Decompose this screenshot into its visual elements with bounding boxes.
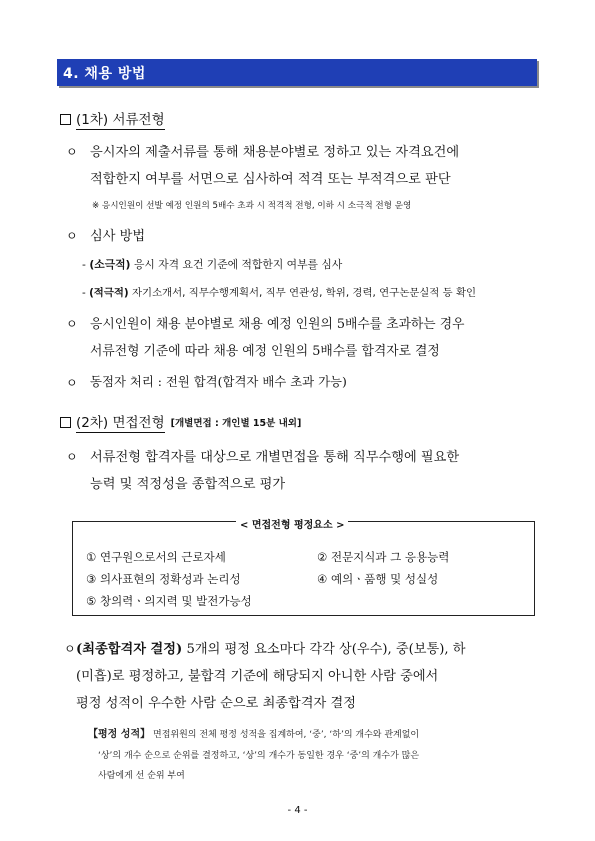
sub-item-text: 자기소개서, 직무수행계획서, 직무 연관성, 학위, 경력, 연구논문실적 등 확인 <box>132 287 477 299</box>
checkbox-icon <box>60 417 71 428</box>
final-label: (최종합격자 결정) <box>76 642 183 657</box>
criteria-item: ② 전문지식과 그 응용능력 <box>317 550 450 564</box>
sub-item: - (적극적) 자기소개서, 직무수행계획서, 직무 연관성, 학위, 경력, 연구논문실적 등 확인 <box>82 287 477 299</box>
score-note-label: 【평정 성적】 <box>88 729 151 740</box>
paragraph-line: 서류전형 합격자를 대상으로 개별면접을 통해 직무수행에 필요한 <box>90 450 460 465</box>
score-note-line: ‘상’의 개수 순으로 순위를 결정하고, ‘상’의 개수가 동일한 경우 ‘중’의 개수가 많은 <box>98 751 420 761</box>
section2-title-text: (2차) 면접전형 <box>76 411 165 433</box>
bullet-icon: ㅇ <box>66 229 78 243</box>
section2-title <box>60 411 301 433</box>
sub-item-text: 응시 자격 요건 기준에 적합한지 여부를 심사 <box>133 258 343 271</box>
sub-item-label: (소극적) <box>89 258 131 271</box>
paragraph-line: 동점자 처리 : 전원 합격(합격자 배수 초과 가능) <box>90 374 347 389</box>
bullet-icon: ㅇ <box>66 317 78 331</box>
criteria-box-title: < 면접전형 평정요소 > <box>236 516 348 531</box>
score-note-text: 면접위원의 전체 평정 성적을 집계하여, ‘중’, ‘하’의 개수와 관계없이 <box>153 730 420 740</box>
note-text: ※ 응시인원이 선발 예정 인원의 5배수 초과 시 적격적 전형, 이하 시 소극적 전형 운영 <box>92 201 412 211</box>
paragraph-line: 서류전형 기준에 따라 채용 예정 인원의 5배수를 합격자로 결정 <box>90 344 440 359</box>
page-number: - 4 - <box>287 805 308 816</box>
criteria-item: ③ 의사표현의 정확성과 논리성 <box>86 572 241 586</box>
final-line: 평정 성적이 우수한 사람 순으로 최종합격자 결정 <box>76 696 356 711</box>
section1-title-text: (1차) 서류전형 <box>76 108 165 130</box>
bullet-icon: ㅇ <box>66 145 78 159</box>
checkbox-icon <box>60 114 71 125</box>
section-header-title: 4. 채용 방법 <box>63 66 146 82</box>
bullet-icon: ㅇ <box>66 450 78 464</box>
final-text: 5개의 평정 요소마다 각각 상(우수), 중(보통), 하 <box>186 642 466 657</box>
paragraph-line: 심사 방법 <box>90 229 146 244</box>
paragraph-line: 응시자의 제출서류를 통해 채용분야별로 정하고 있는 자격요건에 <box>90 145 460 160</box>
criteria-item: ④ 예의ㆍ품행 및 성실성 <box>317 572 439 586</box>
paragraph-line: 능력 및 적정성을 종합적으로 평가 <box>90 477 286 492</box>
paragraph-line: 응시인원이 채용 분야별로 채용 예정 인원의 5배수를 초과하는 경우 <box>90 317 465 332</box>
sub-item: - (소극적) 응시 자격 요건 기준에 적합한지 여부를 심사 <box>82 258 343 271</box>
criteria-item: ⑤ 창의력ㆍ의지력 및 발전가능성 <box>86 594 252 608</box>
paragraph-line: 적합한지 여부를 서면으로 심사하여 적격 또는 부적격으로 판단 <box>90 172 451 187</box>
final-line: (미흡)로 평정하고, 불합격 기준에 해당되지 아니한 사람 중에서 <box>76 669 439 684</box>
score-note-line <box>88 725 419 740</box>
criteria-item: ① 연구원으로서의 근로자세 <box>86 550 226 564</box>
final-line <box>76 638 466 657</box>
section1-title <box>60 108 165 130</box>
section2-note: [개별면접 : 개인별 15분 내외] <box>170 418 302 429</box>
bullet-icon: ㅇ <box>66 376 78 390</box>
sub-item-label: (적극적) <box>89 287 129 299</box>
section-header-bar <box>57 59 537 86</box>
score-note-line: 사람에게 선 순위 부여 <box>98 771 185 781</box>
bullet-icon: ㅇ <box>64 642 76 656</box>
